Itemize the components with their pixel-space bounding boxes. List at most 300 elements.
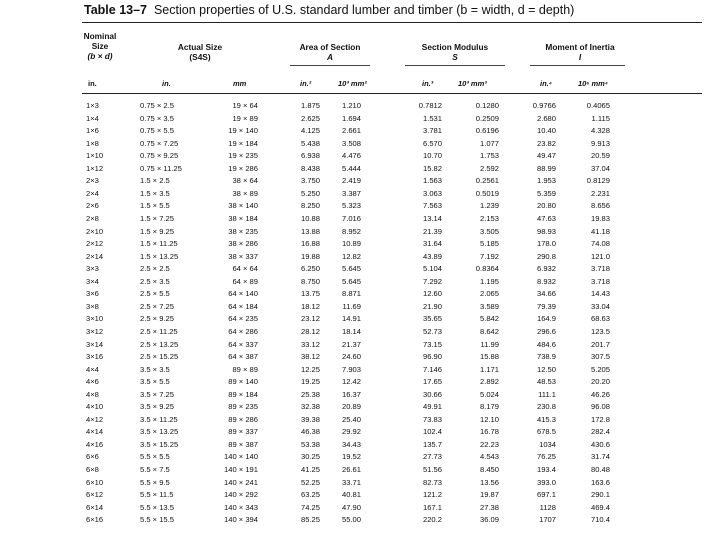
cell-area-mm: 2.661 xyxy=(341,126,361,136)
cell-inertia-in: 697.1 xyxy=(536,490,556,500)
cell-inertia-in: 47.63 xyxy=(536,213,556,223)
cell-nominal-size: 4×14 xyxy=(86,427,104,437)
cell-inertia-in: 290.8 xyxy=(536,251,556,261)
cell-actual-mm: 140 × 343 xyxy=(224,502,258,512)
cell-modulus-in: 7.146 xyxy=(422,364,442,374)
cell-actual-mm: 19 × 286 xyxy=(228,163,258,173)
cell-area-in: 8.250 xyxy=(300,201,320,211)
cell-modulus-in: 96.90 xyxy=(422,352,442,361)
cell-area-mm: 12.82 xyxy=(341,251,361,261)
cell-area-in: 16.88 xyxy=(300,239,320,249)
cell-modulus-in: 31.64 xyxy=(422,239,442,249)
header-nominal-line3: (b × d) xyxy=(87,51,113,61)
cell-area-in: 32.38 xyxy=(300,402,320,412)
cell-modulus-mm: 1.077 xyxy=(479,138,499,148)
cell-actual-in: 3.5 × 7.25 xyxy=(140,389,174,399)
modulus-underline xyxy=(405,65,505,66)
header-area-line2: A xyxy=(327,52,333,62)
cell-inertia-in: 2.680 xyxy=(536,113,556,123)
cell-area-in: 18.12 xyxy=(300,301,320,311)
cell-inertia-mm: 46.26 xyxy=(590,389,610,399)
cell-actual-in: 5.5 × 5.5 xyxy=(140,452,170,462)
cell-actual-mm: 19 × 64 xyxy=(232,101,258,110)
cell-area-mm: 18.14 xyxy=(341,326,361,336)
cell-actual-mm: 38 × 89 xyxy=(232,188,258,198)
cell-inertia-in: 678.5 xyxy=(536,427,556,437)
table-number: Table 13–7 xyxy=(84,3,148,17)
cell-inertia-mm: 33.04 xyxy=(590,301,610,311)
cell-area-in: 12.25 xyxy=(300,364,320,374)
cell-modulus-in: 1.531 xyxy=(422,113,442,123)
unit-inertia-in: in.⁴ xyxy=(540,79,552,88)
cell-actual-in: 2.5 × 7.25 xyxy=(140,301,174,311)
cell-actual-in: 1.5 × 7.25 xyxy=(140,213,174,223)
cell-inertia-mm: 282.4 xyxy=(590,427,610,437)
cell-area-in: 13.88 xyxy=(300,226,320,236)
cell-modulus-in: 3.063 xyxy=(422,188,442,198)
cell-inertia-mm: 172.8 xyxy=(590,414,610,424)
cell-inertia-mm: 0.4065 xyxy=(586,101,610,110)
cell-nominal-size: 1×3 xyxy=(86,101,99,110)
cell-modulus-mm: 5.185 xyxy=(479,239,499,249)
cell-inertia-mm: 201.7 xyxy=(590,339,610,349)
cell-inertia-mm: 1.115 xyxy=(591,113,610,123)
cell-nominal-size: 6×10 xyxy=(86,477,104,487)
header-modulus xyxy=(405,42,505,62)
cell-modulus-in: 52.73 xyxy=(422,326,442,336)
cell-modulus-in: 102.4 xyxy=(422,427,442,437)
cell-area-mm: 8.952 xyxy=(341,226,361,236)
cell-modulus-in: 13.14 xyxy=(422,213,442,223)
cell-area-mm: 20.89 xyxy=(341,402,361,412)
cell-area-in: 10.88 xyxy=(300,213,320,223)
cell-nominal-size: 2×6 xyxy=(86,201,99,211)
cell-inertia-mm: 3.718 xyxy=(590,276,610,286)
cell-inertia-mm: 469.4 xyxy=(590,502,610,512)
cell-modulus-in: 220.2 xyxy=(422,515,442,525)
cell-inertia-in: 164.9 xyxy=(536,314,556,324)
cell-modulus-in: 51.56 xyxy=(422,465,442,474)
cell-nominal-size: 6×6 xyxy=(86,452,99,462)
cell-nominal-size: 3×16 xyxy=(86,352,104,361)
cell-modulus-mm: 0.5019 xyxy=(475,188,499,198)
cell-inertia-in: 48.53 xyxy=(536,377,556,387)
cell-inertia-in: 49.47 xyxy=(536,151,556,161)
cell-area-mm: 4.476 xyxy=(341,151,361,161)
cell-area-in: 19.25 xyxy=(300,377,320,387)
cell-inertia-mm: 307.5 xyxy=(590,352,610,361)
cell-nominal-size: 1×10 xyxy=(86,151,104,161)
cell-modulus-in: 0.7812 xyxy=(418,101,442,110)
cell-actual-mm: 64 × 140 xyxy=(228,289,258,299)
table-caption: Section properties of U.S. standard lumber and timber (b = width, d = depth) xyxy=(153,3,575,17)
cell-inertia-mm: 37.04 xyxy=(590,163,610,173)
cell-nominal-size: 3×10 xyxy=(86,314,104,324)
cell-inertia-mm: 20.20 xyxy=(590,377,610,387)
cell-nominal-size: 2×3 xyxy=(86,176,99,186)
cell-area-mm: 26.61 xyxy=(341,465,361,474)
cell-inertia-mm: 290.1 xyxy=(590,490,610,500)
cell-inertia-mm: 20.59 xyxy=(590,151,610,161)
cell-actual-in: 5.5 × 9.5 xyxy=(140,477,170,487)
cell-area-in: 28.12 xyxy=(300,326,320,336)
cell-nominal-size: 1×12 xyxy=(86,163,104,173)
cell-actual-in: 1.5 × 5.5 xyxy=(140,201,170,211)
cell-modulus-mm: 2.892 xyxy=(479,377,499,387)
cell-area-mm: 21.37 xyxy=(341,339,361,349)
cell-modulus-in: 167.1 xyxy=(422,502,442,512)
cell-nominal-size: 6×8 xyxy=(86,465,99,474)
cell-actual-mm: 140 × 241 xyxy=(224,477,258,487)
cell-modulus-in: 15.82 xyxy=(422,163,442,173)
cell-inertia-in: 5.359 xyxy=(536,188,556,198)
cell-actual-in: 1.5 × 13.25 xyxy=(140,251,179,261)
cell-modulus-in: 43.89 xyxy=(422,251,442,261)
cell-nominal-size: 2×8 xyxy=(86,213,99,223)
cell-area-in: 4.125 xyxy=(300,126,320,136)
cell-area-in: 23.12 xyxy=(300,314,320,324)
cell-inertia-mm: 8.656 xyxy=(590,201,610,211)
area-underline xyxy=(290,65,370,66)
cell-area-in: 5.438 xyxy=(300,138,320,148)
cell-area-mm: 19.52 xyxy=(341,452,361,462)
cell-area-in: 30.25 xyxy=(300,452,320,462)
cell-modulus-in: 21.39 xyxy=(422,226,442,236)
cell-inertia-in: 178.0 xyxy=(536,239,556,249)
cell-area-mm: 7.016 xyxy=(341,213,361,223)
cell-inertia-mm: 430.6 xyxy=(590,439,610,449)
cell-nominal-size: 3×6 xyxy=(86,289,99,299)
cell-actual-in: 3.5 × 15.25 xyxy=(140,439,179,449)
cell-area-mm: 2.419 xyxy=(341,176,361,186)
cell-area-mm: 55.00 xyxy=(341,515,361,525)
cell-area-in: 33.12 xyxy=(300,339,320,349)
cell-nominal-size: 2×10 xyxy=(86,226,104,236)
cell-actual-mm: 19 × 140 xyxy=(228,126,258,136)
cell-area-mm: 40.81 xyxy=(341,490,361,500)
cell-modulus-mm: 27.38 xyxy=(479,502,499,512)
cell-inertia-mm: 80.48 xyxy=(590,465,610,474)
cell-area-mm: 12.42 xyxy=(341,377,361,387)
cell-modulus-mm: 0.1280 xyxy=(475,101,499,110)
cell-actual-in: 5.5 × 11.5 xyxy=(140,490,174,500)
cell-nominal-size: 1×4 xyxy=(86,113,99,123)
cell-area-mm: 24.60 xyxy=(341,352,361,361)
cell-modulus-mm: 3.589 xyxy=(479,301,499,311)
cell-actual-in: 0.75 × 5.5 xyxy=(140,126,174,136)
cell-actual-mm: 89 × 89 xyxy=(232,364,258,374)
cell-area-mm: 3.508 xyxy=(341,138,361,148)
cell-inertia-in: 12.50 xyxy=(536,364,556,374)
cell-actual-in: 2.5 × 9.25 xyxy=(140,314,174,324)
cell-actual-mm: 64 × 337 xyxy=(228,339,258,349)
cell-nominal-size: 3×8 xyxy=(86,301,99,311)
cell-area-in: 1.875 xyxy=(300,101,320,110)
cell-inertia-in: 34.66 xyxy=(536,289,556,299)
cell-area-mm: 7.903 xyxy=(341,364,361,374)
cell-nominal-size: 6×14 xyxy=(86,502,104,512)
cell-modulus-in: 49.91 xyxy=(422,402,442,412)
cell-area-in: 74.25 xyxy=(300,502,320,512)
cell-actual-in: 3.5 × 5.5 xyxy=(140,377,170,387)
cell-area-in: 25.38 xyxy=(300,389,320,399)
cell-nominal-size: 3×14 xyxy=(86,339,104,349)
cell-inertia-mm: 123.5 xyxy=(590,326,610,336)
cell-modulus-mm: 36.09 xyxy=(479,515,499,525)
unit-area-mm: 10³ mm² xyxy=(338,79,367,88)
cell-area-in: 39.38 xyxy=(300,414,320,424)
cell-actual-mm: 140 × 191 xyxy=(224,465,258,474)
cell-inertia-mm: 3.718 xyxy=(590,264,610,274)
cell-modulus-in: 135.7 xyxy=(422,439,442,449)
cell-actual-mm: 19 × 235 xyxy=(228,151,258,161)
cell-modulus-in: 6.570 xyxy=(422,138,442,148)
cell-modulus-mm: 5.024 xyxy=(479,389,499,399)
cell-inertia-in: 76.25 xyxy=(536,452,556,462)
cell-inertia-mm: 41.18 xyxy=(590,226,610,236)
cell-actual-in: 2.5 × 5.5 xyxy=(140,289,170,299)
cell-modulus-mm: 11.99 xyxy=(480,339,499,349)
cell-inertia-in: 6.932 xyxy=(536,264,556,274)
cell-actual-in: 2.5 × 3.5 xyxy=(140,276,170,286)
cell-modulus-in: 73.83 xyxy=(422,414,442,424)
cell-inertia-in: 10.40 xyxy=(536,126,556,136)
cell-actual-in: 0.75 × 9.25 xyxy=(140,151,179,161)
cell-area-mm: 1.694 xyxy=(341,113,361,123)
cell-nominal-size: 4×10 xyxy=(86,402,104,412)
cell-modulus-mm: 2.065 xyxy=(479,289,499,299)
cell-actual-in: 2.5 × 15.25 xyxy=(140,352,179,361)
cell-modulus-in: 7.563 xyxy=(422,201,442,211)
unit-area-in: in.² xyxy=(300,79,312,88)
cell-inertia-mm: 2.231 xyxy=(590,188,610,198)
cell-area-in: 6.938 xyxy=(300,151,320,161)
cell-area-in: 5.250 xyxy=(300,188,320,198)
cell-actual-mm: 38 × 140 xyxy=(228,201,258,211)
cell-modulus-in: 21.90 xyxy=(422,301,442,311)
cell-modulus-mm: 19.87 xyxy=(479,490,499,500)
cell-modulus-in: 73.15 xyxy=(422,339,442,349)
cell-modulus-in: 121.2 xyxy=(422,490,442,500)
cell-inertia-in: 111.1 xyxy=(538,389,556,399)
cell-inertia-in: 1034 xyxy=(539,439,556,449)
cell-nominal-size: 3×4 xyxy=(86,276,99,286)
cell-actual-mm: 89 × 140 xyxy=(228,377,258,387)
cell-modulus-mm: 0.2509 xyxy=(475,113,499,123)
cell-area-in: 2.625 xyxy=(300,113,320,123)
cell-inertia-in: 23.82 xyxy=(536,138,556,148)
cell-nominal-size: 6×12 xyxy=(86,490,104,500)
cell-actual-in: 5.5 × 13.5 xyxy=(140,502,174,512)
cell-actual-in: 1.5 × 3.5 xyxy=(140,188,170,198)
cell-area-in: 53.38 xyxy=(300,439,320,449)
header-nominal-line1: Nominal xyxy=(83,31,117,41)
cell-actual-mm: 38 × 286 xyxy=(228,239,258,249)
cell-area-mm: 5.444 xyxy=(341,163,361,173)
cell-modulus-mm: 15.88 xyxy=(479,352,499,361)
header-actual-line1: Actual Size xyxy=(177,42,223,52)
cell-actual-in: 2.5 × 11.25 xyxy=(140,326,178,336)
cell-actual-in: 0.75 × 7.25 xyxy=(140,138,179,148)
cell-actual-mm: 64 × 184 xyxy=(228,301,258,311)
cell-actual-mm: 64 × 64 xyxy=(232,264,258,274)
cell-actual-in: 3.5 × 9.25 xyxy=(140,402,174,412)
cell-area-in: 6.250 xyxy=(300,264,320,274)
unit-actual-mm: mm xyxy=(233,79,247,88)
unit-inertia-mm: 10⁶ mm⁴ xyxy=(578,79,608,88)
header-actual-line2: (S4S) xyxy=(189,52,211,62)
header-actual xyxy=(160,42,240,62)
cell-area-mm: 29.92 xyxy=(341,427,361,437)
cell-actual-in: 1.5 × 11.25 xyxy=(140,239,178,249)
cell-area-in: 46.38 xyxy=(300,427,320,437)
cell-inertia-mm: 5.205 xyxy=(590,364,610,374)
cell-modulus-mm: 3.505 xyxy=(479,226,499,236)
cell-inertia-in: 88.99 xyxy=(536,163,556,173)
cell-inertia-in: 230.8 xyxy=(536,402,556,412)
cell-modulus-mm: 1.753 xyxy=(479,151,499,161)
cell-actual-in: 3.5 × 3.5 xyxy=(140,364,170,374)
header-inertia-line2: I xyxy=(578,52,582,62)
cell-nominal-size: 3×3 xyxy=(86,264,99,274)
cell-actual-mm: 89 × 387 xyxy=(228,439,258,449)
cell-inertia-mm: 0.8129 xyxy=(586,176,610,186)
cell-actual-mm: 19 × 184 xyxy=(228,138,258,148)
cell-inertia-mm: 31.74 xyxy=(590,452,610,462)
cell-modulus-in: 5.104 xyxy=(422,264,442,274)
cell-modulus-mm: 0.2561 xyxy=(475,176,499,186)
cell-area-in: 3.750 xyxy=(300,176,320,186)
cell-area-mm: 16.37 xyxy=(341,389,361,399)
cell-inertia-mm: 19.83 xyxy=(590,213,610,223)
cell-actual-in: 5.5 × 15.5 xyxy=(140,515,174,525)
cell-modulus-in: 27.73 xyxy=(422,452,442,462)
cell-actual-in: 3.5 × 11.25 xyxy=(140,414,178,424)
cell-inertia-in: 296.6 xyxy=(536,326,556,336)
cell-area-mm: 34.43 xyxy=(341,439,361,449)
cell-actual-mm: 89 × 235 xyxy=(228,402,258,412)
cell-area-in: 13.75 xyxy=(300,289,320,299)
cell-modulus-mm: 7.192 xyxy=(479,251,499,261)
cell-modulus-mm: 5.842 xyxy=(479,314,499,324)
cell-actual-mm: 89 × 286 xyxy=(228,414,258,424)
cell-actual-mm: 19 × 89 xyxy=(232,113,258,123)
cell-modulus-in: 1.563 xyxy=(422,176,442,186)
inertia-underline xyxy=(530,65,625,66)
unit-actual-in: in. xyxy=(162,79,171,88)
cell-modulus-mm: 1.171 xyxy=(479,364,499,374)
cell-actual-mm: 64 × 89 xyxy=(232,276,258,286)
cell-actual-in: 1.5 × 2.5 xyxy=(140,176,170,186)
header-modulus-line1: Section Modulus xyxy=(421,42,489,52)
cell-nominal-size: 4×4 xyxy=(86,364,99,374)
cell-nominal-size: 4×6 xyxy=(86,377,99,387)
cell-actual-in: 1.5 × 9.25 xyxy=(140,226,174,236)
cell-nominal-size: 3×12 xyxy=(86,326,104,336)
cell-inertia-in: 484.6 xyxy=(536,339,556,349)
cell-area-mm: 5.323 xyxy=(341,201,361,211)
cell-modulus-mm: 0.6196 xyxy=(475,126,499,136)
unit-modulus-mm: 10³ mm³ xyxy=(458,79,487,88)
cell-modulus-in: 12.60 xyxy=(422,289,442,299)
cell-actual-mm: 64 × 387 xyxy=(228,352,258,361)
cell-area-in: 8.438 xyxy=(300,163,320,173)
cell-inertia-mm: 14.43 xyxy=(590,289,610,299)
cell-inertia-in: 193.4 xyxy=(536,465,556,474)
cell-area-mm: 5.645 xyxy=(341,264,361,274)
cell-inertia-in: 1707 xyxy=(539,515,556,525)
cell-modulus-in: 82.73 xyxy=(422,477,442,487)
cell-inertia-mm: 68.63 xyxy=(590,314,610,324)
cell-area-mm: 10.89 xyxy=(341,239,361,249)
cell-modulus-mm: 1.239 xyxy=(479,201,499,211)
cell-area-mm: 47.90 xyxy=(341,502,361,512)
cell-inertia-in: 1.953 xyxy=(536,176,556,186)
header-area xyxy=(290,42,370,62)
cell-area-mm: 5.645 xyxy=(341,276,361,286)
cell-area-in: 8.750 xyxy=(300,276,320,286)
cell-inertia-in: 98.93 xyxy=(536,226,556,236)
cell-area-mm: 25.40 xyxy=(341,414,361,424)
cell-inertia-in: 20.80 xyxy=(536,201,556,211)
cell-nominal-size: 2×14 xyxy=(86,251,104,261)
cell-actual-mm: 38 × 235 xyxy=(228,226,258,236)
cell-modulus-in: 10.70 xyxy=(422,151,442,161)
cell-nominal-size: 1×6 xyxy=(86,126,99,136)
cell-area-mm: 14.91 xyxy=(341,314,361,324)
cell-area-mm: 11.69 xyxy=(342,301,361,311)
cell-actual-mm: 38 × 184 xyxy=(228,213,258,223)
cell-actual-mm: 140 × 140 xyxy=(224,452,258,462)
cell-actual-mm: 38 × 64 xyxy=(232,176,258,186)
cell-modulus-mm: 12.10 xyxy=(479,414,499,424)
cell-inertia-in: 1128 xyxy=(539,502,556,512)
header-inertia xyxy=(530,42,630,62)
cell-area-in: 63.25 xyxy=(300,490,320,500)
cell-modulus-mm: 8.179 xyxy=(479,402,499,412)
cell-inertia-mm: 4.328 xyxy=(590,126,610,136)
cell-modulus-in: 30.66 xyxy=(422,389,442,399)
header-rule xyxy=(82,93,702,94)
cell-modulus-mm: 22.23 xyxy=(479,439,499,449)
cell-area-in: 19.88 xyxy=(300,251,320,261)
unit-nominal: in. xyxy=(88,79,97,88)
cell-modulus-mm: 13.56 xyxy=(479,477,499,487)
cell-actual-mm: 140 × 394 xyxy=(224,515,258,525)
cell-actual-mm: 140 × 292 xyxy=(224,490,258,500)
cell-modulus-in: 35.65 xyxy=(422,314,442,324)
cell-inertia-in: 79.39 xyxy=(536,301,556,311)
cell-actual-in: 5.5 × 7.5 xyxy=(140,465,170,474)
cell-nominal-size: 4×12 xyxy=(86,414,104,424)
cell-inertia-in: 8.932 xyxy=(536,276,556,286)
cell-inertia-mm: 9.913 xyxy=(590,138,610,148)
header-inertia-line1: Moment of Inertia xyxy=(545,42,615,52)
cell-actual-in: 0.75 × 11.25 xyxy=(140,163,182,173)
cell-area-mm: 3.387 xyxy=(341,188,361,198)
cell-area-in: 38.12 xyxy=(300,352,320,361)
cell-actual-in: 2.5 × 13.25 xyxy=(140,339,179,349)
cell-area-mm: 8.871 xyxy=(341,289,361,299)
cell-actual-mm: 89 × 337 xyxy=(228,427,258,437)
cell-actual-mm: 64 × 286 xyxy=(228,326,258,336)
cell-actual-mm: 38 × 337 xyxy=(228,251,258,261)
cell-inertia-mm: 74.08 xyxy=(590,239,610,249)
cell-actual-mm: 64 × 235 xyxy=(228,314,258,324)
cell-inertia-in: 393.0 xyxy=(536,477,556,487)
cell-nominal-size: 2×4 xyxy=(86,188,99,198)
cell-modulus-mm: 4.543 xyxy=(479,452,499,462)
